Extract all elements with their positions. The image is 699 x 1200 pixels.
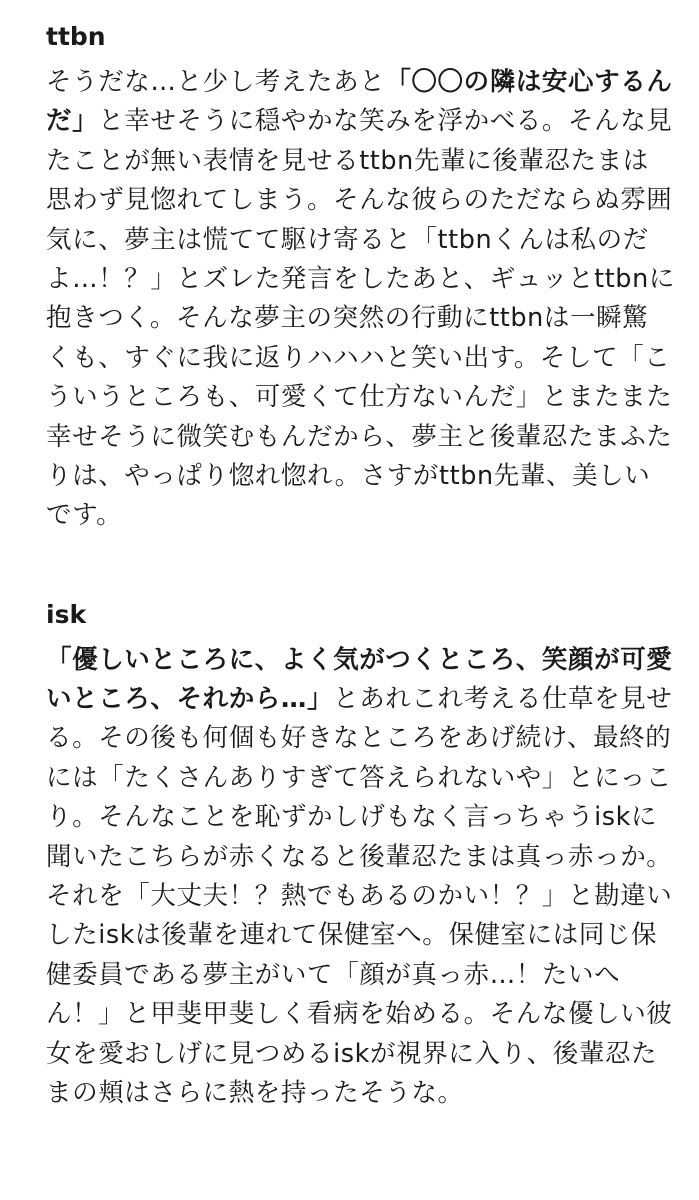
text-line [46, 877, 673, 916]
text-line [46, 418, 673, 457]
section-heading: isk [46, 599, 87, 629]
text-segment: です。 [46, 500, 123, 531]
section-paragraph [46, 63, 675, 536]
bold-quote-segment: 「優しいところに、よく気がつくところ、笑顔が可愛 [46, 644, 673, 675]
text-segment: り。そんなことを恥ずかしげもなく言っちゃうiskに [46, 802, 658, 833]
text-segment: よ…！？」とズレた発言をしたあと、ギュッとttbnに [46, 263, 675, 294]
text-segment: そうだな…と少し考えたあと [46, 67, 386, 97]
text-line [46, 1035, 659, 1074]
text-segment: それを「大丈夫！？熱でもあるのかい！？」と勘違い [46, 881, 673, 912]
text-segment: りは、やっぱり惚れ惚れ。さすがttbn先輩、美しい [46, 460, 651, 491]
document-content [46, 22, 675, 1113]
text-segment: とあれこれ考える仕草を見せ [333, 684, 673, 715]
text-segment: 女を愛おしげに見つめるiskが視界に入り、後輩忍た [46, 1038, 658, 1069]
text-segment: と幸せそうに穏やかな笑みを浮かべる。そんな見 [98, 106, 673, 137]
text-line [46, 299, 659, 338]
bold-quote-segment: いところ、それから…」 [46, 684, 334, 715]
text-line [46, 995, 673, 1034]
text-line [46, 719, 672, 758]
text-line [46, 680, 673, 719]
bold-quote-segment: だ」 [46, 106, 99, 137]
text-line [46, 339, 671, 378]
text-line [46, 798, 659, 837]
text-line [46, 221, 659, 260]
text-segment: 幸せそうに微笑むもんだから、夢主と後輩忍たまふた [46, 421, 673, 452]
text-segment: 抱きつく。そんな夢主の突然の行動にttbnは一瞬驚 [46, 303, 649, 334]
section-paragraph [46, 641, 673, 1114]
text-segment: くも、すぐに我に返りハハハと笑い出す。そして「こ [46, 342, 671, 373]
text-line [46, 838, 673, 877]
text-line [46, 102, 673, 141]
text-segment: 健委員である夢主がいて「顔が真っ赤…！たいへ [46, 959, 621, 990]
text-segment: 気に、夢主は慌てて駆け寄ると「ttbnくんは私のだ [46, 224, 649, 255]
section-isk [46, 599, 673, 1114]
text-line [46, 496, 659, 535]
bold-quote-segment: 「〇〇の隣は安心するん [385, 67, 673, 97]
text-line [46, 63, 673, 102]
text-segment: 聞いたこちらが赤くなると後輩忍たまは真っ赤っか。 [46, 841, 673, 872]
section-heading: ttbn [46, 22, 106, 51]
text-line [46, 759, 672, 798]
text-line [46, 260, 675, 299]
text-line [46, 378, 673, 417]
text-segment: ういうところも、可愛くて仕方ないんだ」とまたまた [46, 382, 673, 413]
text-segment: る。その後も何個も好きなところをあげ続け、最終的 [46, 723, 672, 754]
section-spacer [46, 536, 659, 600]
text-line [46, 142, 659, 181]
text-line [46, 181, 673, 220]
text-segment: まの頬はさらに熱を持ったそうな。 [46, 1077, 464, 1108]
text-segment: 思わず見惚れてしまう。そんな彼らのただならぬ雰囲 [46, 185, 673, 216]
text-segment: ん！」と甲斐甲斐しく看病を始める。そんな優しい彼 [46, 999, 673, 1030]
text-segment: たことが無い表情を見せるttbn先輩に後輩忍たまは [46, 145, 649, 176]
text-line [46, 956, 659, 995]
section-ttbn [46, 22, 675, 536]
text-line [46, 457, 659, 496]
text-line [46, 916, 659, 955]
text-line [46, 641, 673, 680]
text-segment: したiskは後輩を連れて保健室へ。保健室には同じ保 [46, 920, 658, 951]
text-line [46, 1074, 659, 1113]
text-segment: には「たくさんありすぎて答えられないや」とにっこ [46, 762, 672, 793]
